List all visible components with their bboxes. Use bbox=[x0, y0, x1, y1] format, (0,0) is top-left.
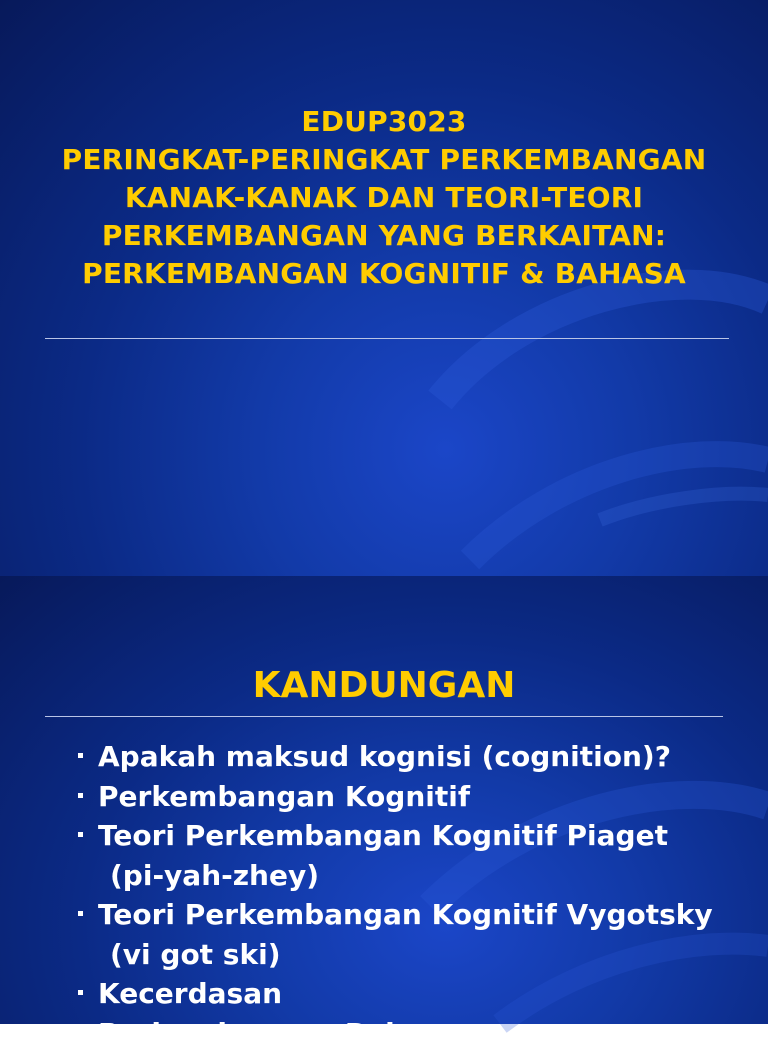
list-item-text: Teori Perkembangan Kognitif Vygotsky bbox=[98, 898, 713, 931]
list-item-continuation bbox=[76, 856, 713, 896]
list-item bbox=[76, 974, 713, 1014]
list-item-text: Perkembangan Bahasa bbox=[98, 1017, 459, 1050]
bullet-icon bbox=[78, 911, 83, 916]
list-item bbox=[76, 895, 713, 935]
slide-contents bbox=[0, 576, 768, 1024]
bullet-icon bbox=[78, 832, 83, 837]
title-line-2: PERINGKAT-PERINGKAT PERKEMBANGAN bbox=[24, 141, 744, 179]
list-item-text: Apakah maksud kognisi (cognition)? bbox=[98, 740, 671, 773]
title-line-5: PERKEMBANGAN KOGNITIF & BAHASA bbox=[24, 255, 744, 293]
heading-divider bbox=[45, 716, 723, 717]
list-item bbox=[76, 737, 713, 777]
list-item bbox=[76, 816, 713, 856]
list-item bbox=[76, 777, 713, 817]
list-item-continuation bbox=[76, 935, 713, 975]
contents-heading: KANDUNGAN bbox=[0, 664, 768, 708]
title-divider bbox=[45, 338, 729, 339]
list-item-text: Perkembangan Kognitif bbox=[98, 780, 470, 813]
bullet-icon bbox=[78, 990, 83, 995]
title-line-3: KANAK-KANAK DAN TEORI-TEORI bbox=[24, 179, 744, 217]
bullet-icon bbox=[78, 793, 83, 798]
list-item bbox=[76, 1014, 713, 1053]
bullet-icon bbox=[78, 753, 83, 758]
list-item-text: (pi-yah-zhey) bbox=[110, 859, 319, 892]
slide-title-text bbox=[24, 103, 744, 293]
bullet-icon bbox=[78, 1030, 83, 1035]
title-line-4: PERKEMBANGAN YANG BERKAITAN: bbox=[24, 217, 744, 255]
list-item-text: Kecerdasan bbox=[98, 977, 282, 1010]
contents-list bbox=[76, 737, 713, 1053]
list-item-text: Teori Perkembangan Kognitif Piaget bbox=[98, 819, 668, 852]
title-line-1: EDUP3023 bbox=[24, 103, 744, 141]
list-item-text: (vi got ski) bbox=[110, 938, 281, 971]
